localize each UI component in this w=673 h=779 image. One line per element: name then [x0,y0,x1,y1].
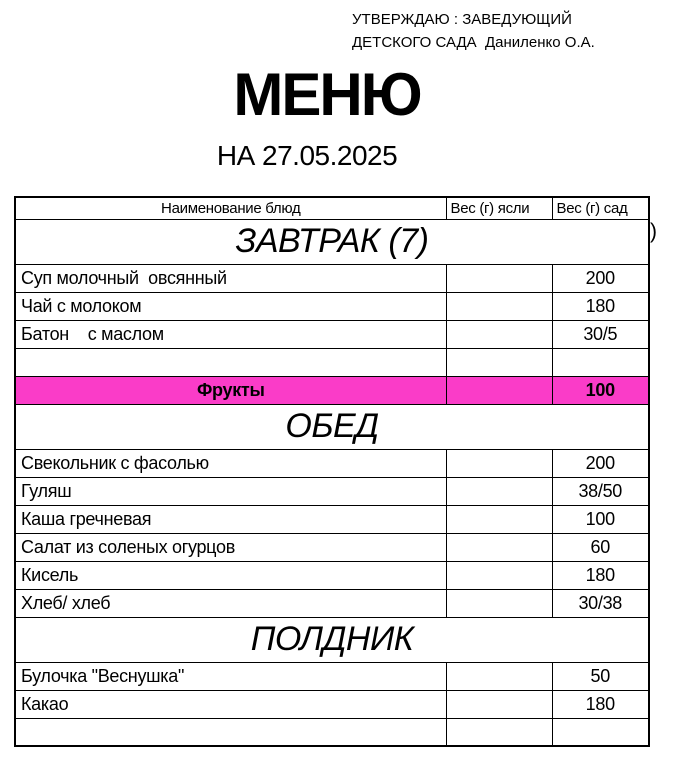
table-header-row [15,197,649,219]
dish-name-cell [15,718,446,746]
column-header-weight-yasli: Вес (г) ясли [446,197,552,219]
menu-item-row [15,292,649,320]
menu-item-row [15,589,649,617]
section-row [15,617,649,662]
weight-yasli-cell [446,561,552,589]
weight-yasli-cell [446,264,552,292]
dish-name-cell [15,348,446,376]
menu-item-row [15,690,649,718]
dish-name-cell: Гуляш [15,477,446,505]
weight-sad-cell [552,718,649,746]
weight-yasli-cell [446,533,552,561]
menu-date: НА 27.05.2025 [216,140,398,171]
weight-sad-cell: 100 [552,376,649,404]
weight-sad-cell: 60 [552,533,649,561]
section-row [15,219,649,264]
menu-item-row [15,449,649,477]
stray-parenthesis-text: ) [650,220,657,243]
weight-sad-cell: 30/38 [552,589,649,617]
weight-yasli-cell [446,292,552,320]
weight-sad-cell: 50 [552,662,649,690]
weight-sad-cell: 180 [552,292,649,320]
dish-name-cell: Каша гречневая [15,505,446,533]
weight-yasli-cell [446,505,552,533]
menu-item-row [15,477,649,505]
weight-yasli-cell [446,320,552,348]
weight-sad-cell: 180 [552,690,649,718]
menu-item-row [15,505,649,533]
weight-sad-cell: 200 [552,264,649,292]
section-title: ОБЕД [15,404,649,449]
weight-sad-cell: 100 [552,505,649,533]
column-header-weight-sad: Вес (г) сад [552,197,649,219]
weight-sad-cell: 38/50 [552,477,649,505]
approval-line-1: УТВЕРЖДАЮ : ЗАВЕДУЮЩИЙ [352,11,572,28]
approval-block [352,8,595,54]
highlight-row [15,376,649,404]
menu-item-row [15,264,649,292]
dish-name-cell: Булочка "Веснушка" [15,662,446,690]
menu-table [14,196,650,747]
dish-name-cell: Кисель [15,561,446,589]
menu-item-row [15,348,649,376]
weight-yasli-cell [446,589,552,617]
weight-yasli-cell [446,348,552,376]
weight-yasli-cell [446,718,552,746]
dish-name-cell: Суп молочный овсянный [15,264,446,292]
dish-name-cell: Чай с молоком [15,292,446,320]
weight-sad-cell: 180 [552,561,649,589]
weight-sad-cell [552,348,649,376]
dish-name-cell: Фрукты [15,376,446,404]
dish-name-cell: Хлеб/ хлеб [15,589,446,617]
weight-yasli-cell [446,449,552,477]
weight-yasli-cell [446,376,552,404]
weight-yasli-cell [446,690,552,718]
menu-table-body [15,219,649,746]
approval-line-2: ДЕТСКОГО САДА Даниленко О.А. [352,34,595,51]
section-title: ПОЛДНИК [15,617,649,662]
weight-yasli-cell [446,477,552,505]
column-header-dish-name: Наименование блюд [15,197,446,219]
dish-name-cell: Какао [15,690,446,718]
menu-item-row [15,718,649,746]
weight-sad-cell: 30/5 [552,320,649,348]
menu-item-row [15,320,649,348]
menu-item-row [15,662,649,690]
section-title: ЗАВТРАК (7) [15,219,649,264]
weight-yasli-cell [446,662,552,690]
menu-item-row [15,533,649,561]
section-row [15,404,649,449]
dish-name-cell: Батон с маслом [15,320,446,348]
page-title: МЕНЮ [233,61,421,128]
menu-item-row [15,561,649,589]
weight-sad-cell: 200 [552,449,649,477]
dish-name-cell: Салат из соленых огурцов [15,533,446,561]
dish-name-cell: Свекольник с фасолью [15,449,446,477]
